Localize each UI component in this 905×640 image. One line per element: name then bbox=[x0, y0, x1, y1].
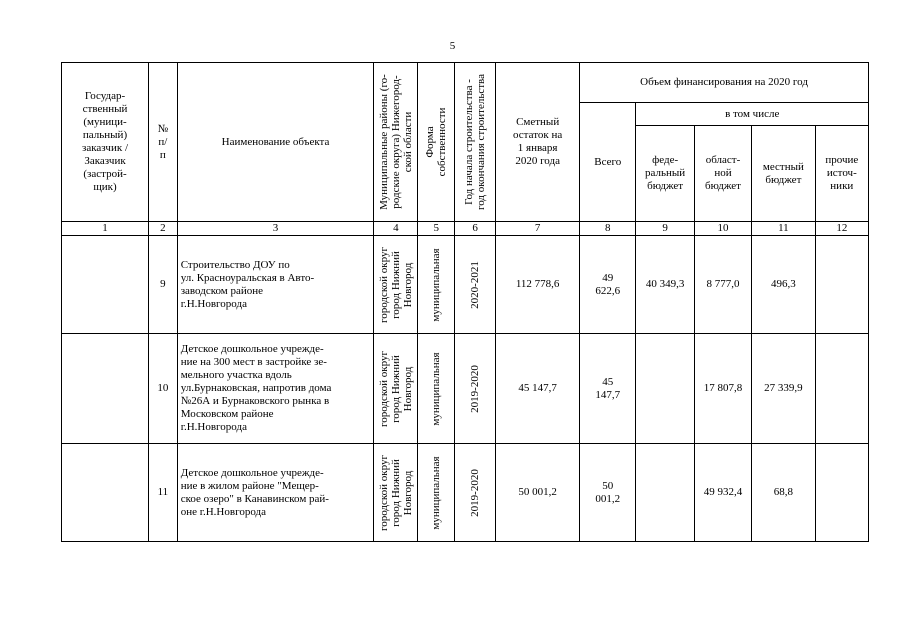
row-regional: 8 777,0 bbox=[694, 236, 751, 334]
row-years: 2019-2020 bbox=[455, 334, 496, 444]
row-other bbox=[815, 236, 868, 334]
table-row bbox=[62, 444, 869, 542]
col-number: 4 bbox=[374, 222, 418, 236]
header-municipality: Муниципальные районы (го- родские округа) Нижегород- ской области bbox=[374, 63, 418, 222]
header-federal: феде- ральный бюджет bbox=[636, 126, 694, 222]
col-number: 5 bbox=[418, 222, 455, 236]
row-municipality: городской округ город Нижний Новгород bbox=[374, 236, 418, 334]
header-customer: Государ- ственный (муници- пальный) заказчик / Заказчик (застрой- щик) bbox=[62, 63, 149, 222]
col-number: 6 bbox=[455, 222, 496, 236]
col-number: 8 bbox=[580, 222, 636, 236]
col-number: 3 bbox=[177, 222, 374, 236]
financing-table bbox=[61, 62, 869, 542]
row-num: 11 bbox=[149, 444, 178, 542]
row-local: 68,8 bbox=[752, 444, 815, 542]
page-number: 5 bbox=[449, 40, 456, 52]
row-local: 27 339,9 bbox=[752, 334, 815, 444]
row-federal bbox=[636, 444, 694, 542]
row-federal: 40 349,3 bbox=[636, 236, 694, 334]
header-row-1 bbox=[62, 63, 869, 103]
row-remaining: 112 778,6 bbox=[496, 236, 580, 334]
row-remaining: 50 001,2 bbox=[496, 444, 580, 542]
row-num: 10 bbox=[149, 334, 178, 444]
header-regional: област- ной бюджет bbox=[694, 126, 751, 222]
col-number: 9 bbox=[636, 222, 694, 236]
row-customer bbox=[62, 236, 149, 334]
row-total: 50 001,2 bbox=[580, 444, 636, 542]
row-total: 49 622,6 bbox=[580, 236, 636, 334]
row-remaining: 45 147,7 bbox=[496, 334, 580, 444]
row-object-name: Строительство ДОУ по ул. Красноуральская в Авто- заводском районе г.Н.Новгорода bbox=[177, 236, 374, 334]
col-number: 12 bbox=[815, 222, 868, 236]
row-num: 9 bbox=[149, 236, 178, 334]
row-regional: 17 807,8 bbox=[694, 334, 751, 444]
col-number: 1 bbox=[62, 222, 149, 236]
row-object-name: Детское дошкольное учрежде- ние на 300 мест в застройке зе- мельного участка вдоль ул.Бурнаковская, напротив дома №26А и Бурнаковского рынка в Московском районе г.Н.Новгорода bbox=[177, 334, 374, 444]
header-total: Всего bbox=[580, 103, 636, 222]
row-customer bbox=[62, 334, 149, 444]
col-number: 2 bbox=[149, 222, 178, 236]
row-years: 2019-2020 bbox=[455, 444, 496, 542]
header-years: Год начала строительства - год окончания строительства bbox=[455, 63, 496, 222]
col-number: 11 bbox=[752, 222, 815, 236]
row-municipality: городской округ город Нижний Новгород bbox=[374, 444, 418, 542]
row-years: 2020-2021 bbox=[455, 236, 496, 334]
header-including: в том числе bbox=[636, 103, 869, 126]
row-total: 45 147,7 bbox=[580, 334, 636, 444]
col-number: 7 bbox=[496, 222, 580, 236]
column-numbers-row bbox=[62, 222, 869, 236]
header-num: № п/ п bbox=[149, 63, 178, 222]
row-object-name: Детское дошкольное учрежде- ние в жилом районе "Мещер- ское озеро" в Канавинском рай- оне г.Н.Новгорода bbox=[177, 444, 374, 542]
header-other: прочие источ- ники bbox=[815, 126, 868, 222]
row-regional: 49 932,4 bbox=[694, 444, 751, 542]
row-ownership: муниципальная bbox=[418, 334, 455, 444]
row-customer bbox=[62, 444, 149, 542]
row-ownership: муниципальная bbox=[418, 236, 455, 334]
table-row bbox=[62, 334, 869, 444]
header-remaining: Сметный остаток на 1 января 2020 года bbox=[496, 63, 580, 222]
header-financing: Объем финансирования на 2020 год bbox=[580, 63, 869, 103]
header-local: местный бюджет bbox=[752, 126, 815, 222]
row-other bbox=[815, 334, 868, 444]
row-federal bbox=[636, 334, 694, 444]
header-object-name: Наименование объекта bbox=[177, 63, 374, 222]
row-other bbox=[815, 444, 868, 542]
header-ownership: Форма собственности bbox=[418, 63, 455, 222]
table-row bbox=[62, 236, 869, 334]
row-ownership: муниципальная bbox=[418, 444, 455, 542]
row-municipality: городской округ город Нижний Новгород bbox=[374, 334, 418, 444]
col-number: 10 bbox=[694, 222, 751, 236]
row-local: 496,3 bbox=[752, 236, 815, 334]
